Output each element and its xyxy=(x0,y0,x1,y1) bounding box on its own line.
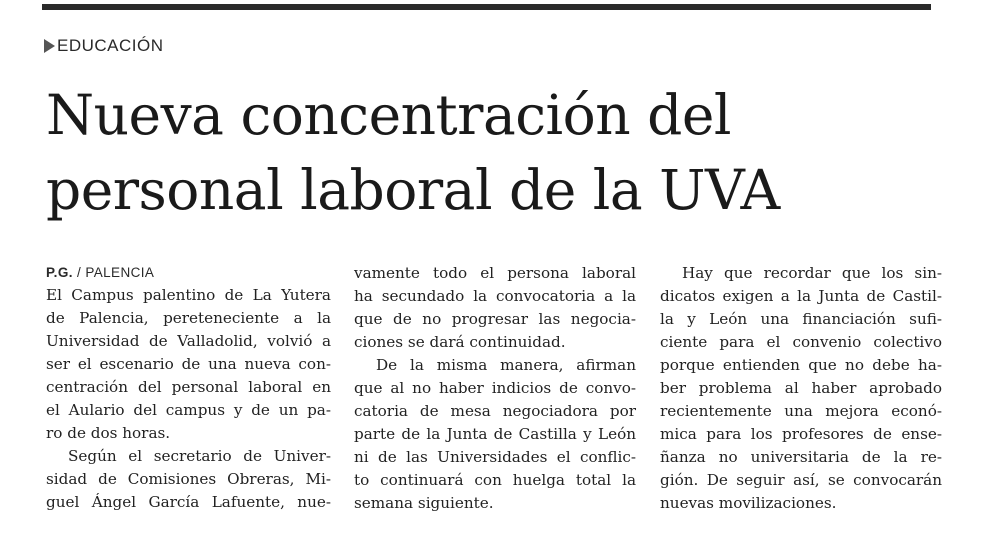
column-1-line: centración del personal laboral en xyxy=(46,378,331,396)
column-3-line: mica para los profesores de ense- xyxy=(660,425,942,443)
column-2-line: to continuará con huelga total la xyxy=(354,471,636,489)
column-3-line: gión. De seguir así, se convocarán xyxy=(660,471,942,489)
article-column-2 xyxy=(354,262,636,515)
headline-line-1: Nueva concentración del xyxy=(46,83,731,147)
column-2-line: vamente todo el persona laboral xyxy=(354,264,636,282)
column-1-line: ser el escenario de una nueva con- xyxy=(46,355,331,373)
article-column-1 xyxy=(46,262,331,514)
column-3-line: Hay que recordar que los sin- xyxy=(682,264,942,282)
column-3-line: ñanza no universitaria de la re- xyxy=(660,448,942,466)
column-1-line: El Campus palentino de La Yutera xyxy=(46,286,331,304)
section-label-text: EDUCACIÓN xyxy=(57,36,164,55)
column-3-line: nuevas movilizaciones. xyxy=(660,494,837,512)
column-3-line: ber problema al haber aprobado xyxy=(660,379,942,397)
section-label xyxy=(44,36,164,56)
column-2-line: ni de las Universidades el conflic- xyxy=(354,448,636,466)
column-1-line: de Palencia, pereteneciente a la xyxy=(46,309,331,327)
column-2-line: ha secundado la convocatoria a la xyxy=(354,287,636,305)
column-2-line: que al no haber indicios de convo- xyxy=(354,379,636,397)
byline-location: PALENCIA xyxy=(85,265,155,280)
column-3-line: dicatos exigen a la Junta de Castil- xyxy=(660,287,942,305)
headline xyxy=(46,78,946,228)
column-1-line: el Aulario del campus y de un pa- xyxy=(46,401,331,419)
column-2-line: ciones se dará continuidad. xyxy=(354,333,566,351)
column-1-line: Según el secretario de Univer- xyxy=(68,447,331,465)
column-3-line: la y León una financiación sufi- xyxy=(660,310,942,328)
column-1-line: sidad de Comisiones Obreras, Mi- xyxy=(46,470,331,488)
section-marker-icon xyxy=(44,39,55,53)
byline xyxy=(46,262,331,284)
headline-line-2: personal laboral de la UVA xyxy=(46,158,780,222)
top-rule xyxy=(42,4,931,10)
column-3-line: porque entienden que no debe ha- xyxy=(660,356,942,374)
byline-initials: P.G. xyxy=(46,265,73,280)
byline-separator: / xyxy=(77,265,82,280)
column-2-line: que de no progresar las negocia- xyxy=(354,310,636,328)
column-3-line: recientemente una mejora econó- xyxy=(660,402,942,420)
column-1-line: Universidad de Valladolid, volvió a xyxy=(46,332,331,350)
column-2-line: semana siguiente. xyxy=(354,494,494,512)
column-2-line: De la misma manera, afirman xyxy=(376,356,636,374)
column-1-line: ro de dos horas. xyxy=(46,424,171,442)
column-2-line: parte de la Junta de Castilla y León xyxy=(354,425,636,443)
column-3-line: ciente para el convenio colectivo xyxy=(660,333,942,351)
column-2-line: catoria de mesa negociadora por xyxy=(354,402,636,420)
article-column-3 xyxy=(660,262,942,515)
column-1-line: guel Ángel García Lafuente, nue- xyxy=(46,493,331,511)
